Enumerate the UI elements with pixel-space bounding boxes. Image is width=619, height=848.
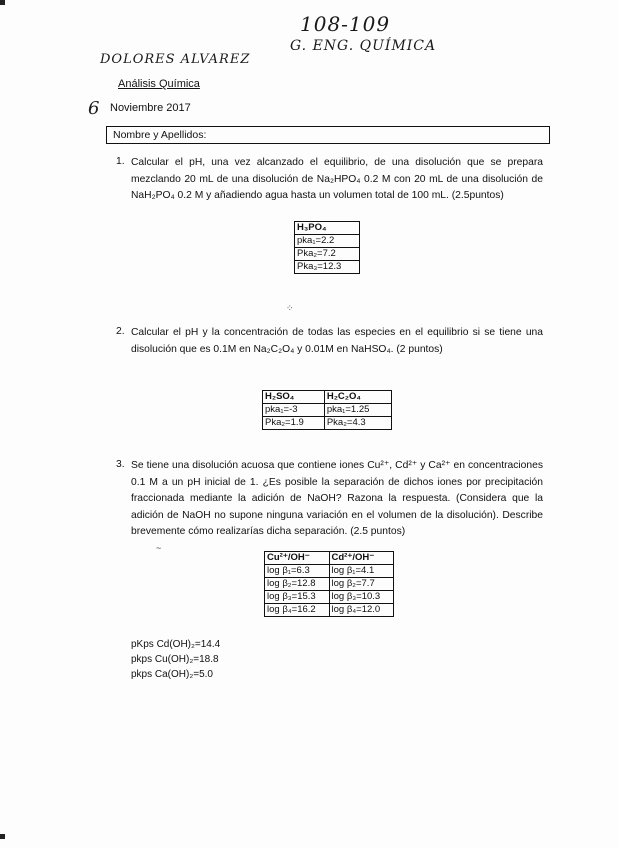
- q2-table-cell: pka₁=-3: [263, 404, 325, 417]
- pkps-line: pkps Ca(OH)₂=5.0: [131, 669, 213, 680]
- q3-table-cell: log β₄=16.2: [265, 604, 330, 617]
- q1-table-cell: pka₁=2.2: [295, 235, 360, 248]
- q3-table-cell: log β₃=10.3: [329, 591, 394, 604]
- q1-table-cell: Pka₃=12.3: [295, 261, 360, 274]
- q3-table-header: Cd²⁺/OH⁻: [329, 552, 394, 565]
- q2-table-header: H₂SO₄: [263, 391, 325, 404]
- q1-number: 1.: [116, 156, 125, 167]
- q3-number: 3.: [116, 459, 125, 470]
- subject-title: Análisis Química: [118, 78, 200, 90]
- q1-table-header: H₃PO₄: [295, 222, 360, 235]
- q2-table-cell: Pka₂=4.3: [324, 417, 391, 430]
- name-label: Nombre y Apellidos:: [113, 129, 207, 141]
- q3-table-cell: log β₃=15.3: [265, 591, 330, 604]
- q1-table: [294, 221, 360, 274]
- pkps-line: pkps Cu(OH)₂=18.8: [131, 654, 219, 665]
- handwritten-day: 6: [88, 98, 101, 119]
- name-field-box: [106, 126, 550, 144]
- scan-corner-mark: [0, 0, 5, 5]
- q2-table-header: H₂C₂O₄: [324, 391, 391, 404]
- q3-table: [264, 551, 394, 617]
- q3-table-cell: log β₁=4.1: [329, 565, 394, 578]
- exam-date: Noviembre 2017: [110, 102, 191, 114]
- q1-text: Calcular el pH, una vez alcanzado el equilibrio, de una disolución que se prepara mezclando 20 mL de una disolución de Na₂HPO₄ 0.2 M con 20 mL de una disolución de NaH₂PO₄ 0.2 M y añadiendo agua hasta un volumen total de 100 mL. (2.5puntos): [131, 157, 543, 201]
- pkps-line: pKps Cd(OH)₂=14.4: [131, 639, 221, 650]
- handwritten-student-name: DOLORES ALVAREZ: [100, 52, 251, 67]
- q3-table-cell: log β₄=12.0: [329, 604, 394, 617]
- handwritten-group: G. ENG. QUÍMICA: [290, 38, 437, 54]
- q2-table-cell: pka₁=1.25: [324, 404, 391, 417]
- q2-number: 2.: [116, 326, 125, 337]
- q1-table-cell: Pka₂=7.2: [295, 248, 360, 261]
- handwritten-page-numbers: 108-109: [300, 12, 391, 36]
- q3-table-cell: log β₂=7.7: [329, 578, 394, 591]
- scan-corner-mark: [0, 834, 5, 839]
- q2-table: [262, 390, 392, 430]
- q3-table-header: Cu²⁺/OH⁻: [265, 552, 330, 565]
- q2-table-cell: Pka₂=1.9: [263, 417, 325, 430]
- scan-speck: ~: [156, 543, 162, 553]
- q3-table-cell: log β₁=6.3: [265, 565, 330, 578]
- q3-table-cell: log β₂=12.8: [265, 578, 330, 591]
- q3-text: Se tiene una disolución acuosa que contiene iones Cu²⁺, Cd²⁺ y Ca²⁺ en concentraciones 0.1 M a un pH inicial de 1. ¿Es posible la separación de dichos iones por precipitación fraccionada mediante la adición de NaOH? Razona la respuesta. (Considera que la adición de NaOH no supone ninguna variación en el volumen de la disolución). Describe brevemente cómo realizarías dicha separación. (2.5 puntos): [131, 460, 543, 537]
- scan-speck: ⁘: [286, 303, 294, 313]
- q2-text: Calcular el pH y la concentración de todas las especies en el equilibrio si se tiene una disolución que es 0.1M en Na₂C₂O₄ y 0.01M en NaHSO₄. (2 puntos): [131, 327, 543, 355]
